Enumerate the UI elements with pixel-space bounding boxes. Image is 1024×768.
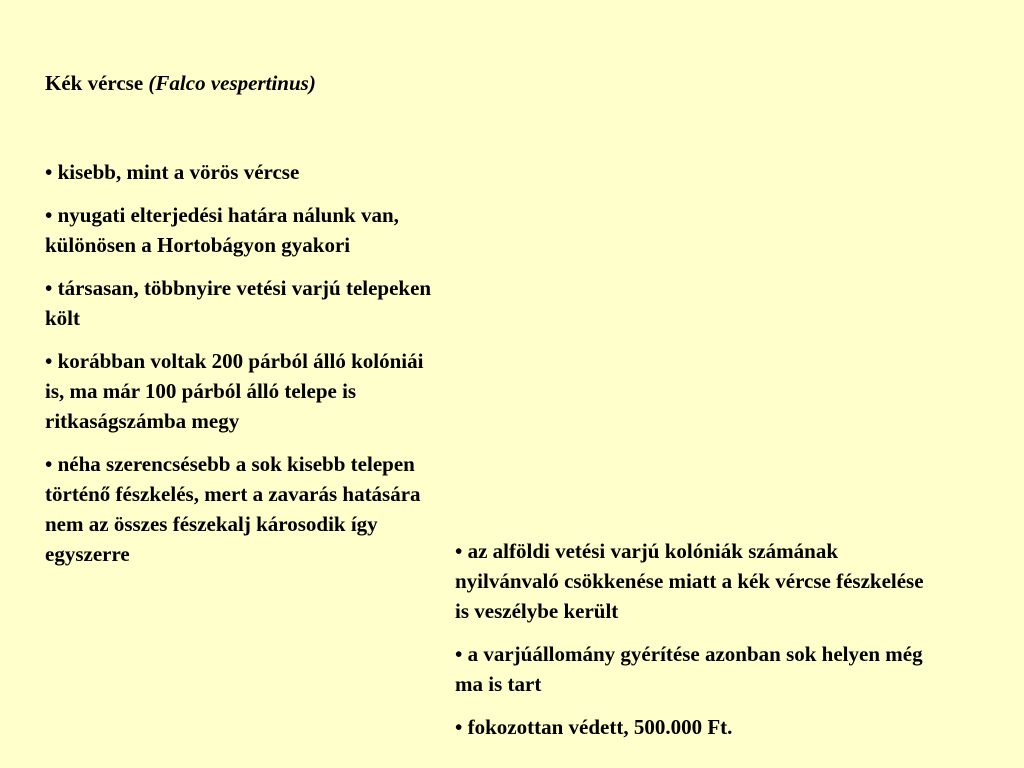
bullet-item: • néha szerencsésebb a sok kisebb telepen történő fészkelés, mert a zavarás hatására nem az összes fészekalj károsodik így egyszerre [45,452,421,566]
bullet-item: • nyugati elterjedési határa nálunk van, különösen a Hortobágyon gyakori [45,203,399,257]
title-latin-name: (Falco vespertinus) [148,71,316,95]
right-bullet-list [455,536,925,755]
bullet-item: • kisebb, mint a vörös vércse [45,160,300,184]
bullet-item: • az alföldi vetési varjú kolóniák számának nyilvánvaló csökkenése miatt a kék vércse fészkelése is veszélybe került [455,539,924,623]
bullet-item: • a varjúállomány gyérítése azonban sok helyen még ma is tart [455,642,923,696]
slide-title [45,68,316,98]
bullet-item: • társasan, többnyire vetési varjú telepeken költ [45,276,432,330]
left-bullet-list [45,157,437,582]
title-common-name: Kék vércse [45,71,144,95]
bullet-item: • korábban voltak 200 párból álló kolóniái is, ma már 100 párból álló telepe is ritkaságszámba megy [45,349,424,433]
bullet-item: • fokozottan védett, 500.000 Ft. [455,715,733,739]
